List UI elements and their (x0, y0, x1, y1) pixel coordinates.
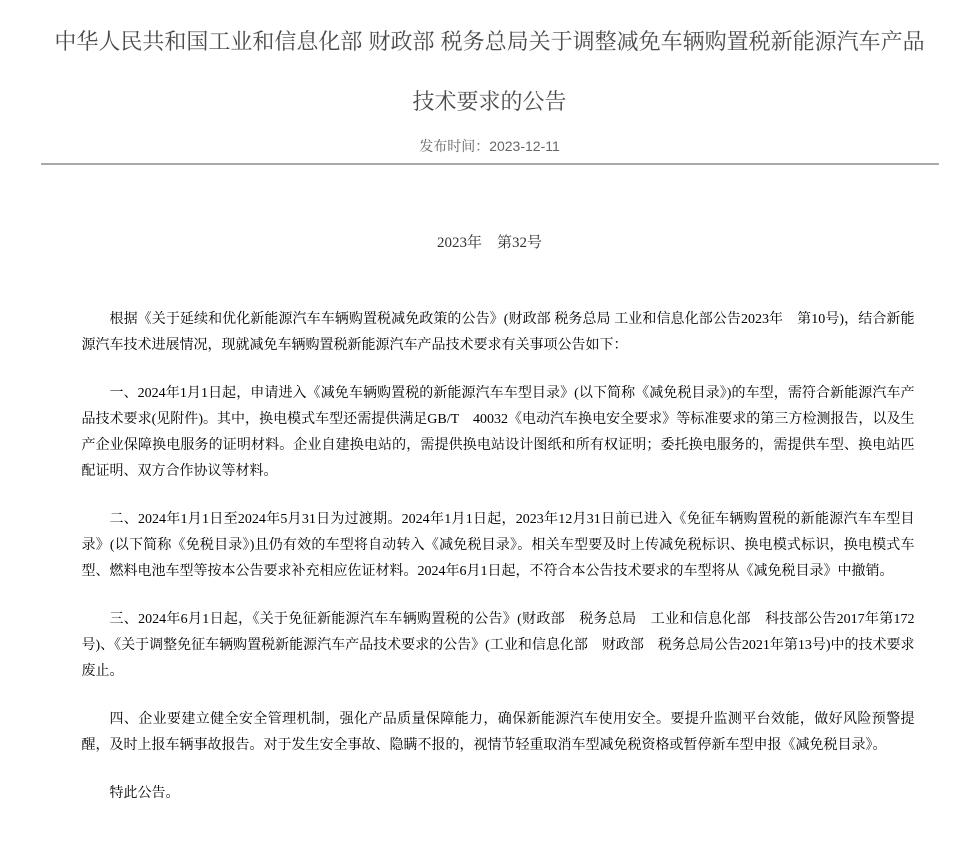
page-title: 中华人民共和国工业和信息化部 财政部 税务总局关于调整减免车辆购置税新能源汽车产品技术要求的公告 (54, 29, 925, 114)
body-paragraph-intro: 根据《关于延续和优化新能源汽车车辆购置税减免政策的公告》(财政部 税务总局 工业和信息化部公告2023年 第10号)，结合新能源汽车技术进展情况，现就减免车辆购置税新能源汽车产品技术要求有关事项公告如下： (81, 312, 915, 353)
publish-date-label: 发布时间： (419, 138, 490, 154)
body-paragraph-closing: 特此公告。 (109, 786, 180, 801)
publish-date-line (41, 136, 939, 156)
paragraph-container (41, 307, 939, 807)
announcement-header (41, 12, 939, 165)
body-paragraph-item-2: 二、2024年1月1日至2024年5月31日为过渡期。2024年1月1日起，2023年12月31日前已进入《免征车辆购置税的新能源汽车车型目录》(以下简称《免税目录》)且仍有效的车型将自动转入《减免税目录》。相关车型要及时上传减免税标识、换电模式标识，换电模式车型、燃料电池车型等按本公告要求补充相应佐证材料。2024年6月1日起，不符合本公告技术要求的车型将从《减免税目录》中撤销。 (81, 512, 915, 579)
announcement-body (41, 233, 939, 807)
announcement-page (41, 0, 939, 807)
body-paragraph-item-3: 三、2024年6月1日起，《关于免征新能源汽车车辆购置税的公告》(财政部 税务总局 工业和信息化部 科技部公告2017年第172号)、《关于调整免征车辆购置税新能源汽车产品技术要求的公告》(工业和信息化部 财政部 税务总局公告2021年第13号)中的技术要求废止。 (81, 612, 915, 679)
body-paragraph-item-1: 一、2024年1月1日起，申请进入《减免车辆购置税的新能源汽车车型目录》(以下简称《减免税目录》)的车型，需符合新能源汽车产品技术要求(见附件)。其中，换电模式车型还需提供满足GB/T 40032《电动汽车换电安全要求》等标准要求的第三方检测报告，以及生产企业保障换电服务的证明材料。企业自建换电站的，需提供换电站设计图纸和所有权证明；委托换电服务的，需提供车型、换电站匹配证明、双方合作协议等材料。 (81, 386, 915, 479)
doc-number: 2023年 第32号 (436, 235, 542, 251)
body-paragraph-item-4: 四、企业要建立健全安全管理机制，强化产品质量保障能力，确保新能源汽车使用安全。要提升监测平台效能，做好风险预警提醒，及时上报车辆事故报告。对于发生安全事故、隐瞒不报的，视情节轻重取消车型减免税资格或暂停新车型申报《减免税目录》。 (81, 712, 915, 753)
publish-date-value: 2023-12-11 (489, 138, 560, 154)
header-divider (41, 163, 939, 165)
